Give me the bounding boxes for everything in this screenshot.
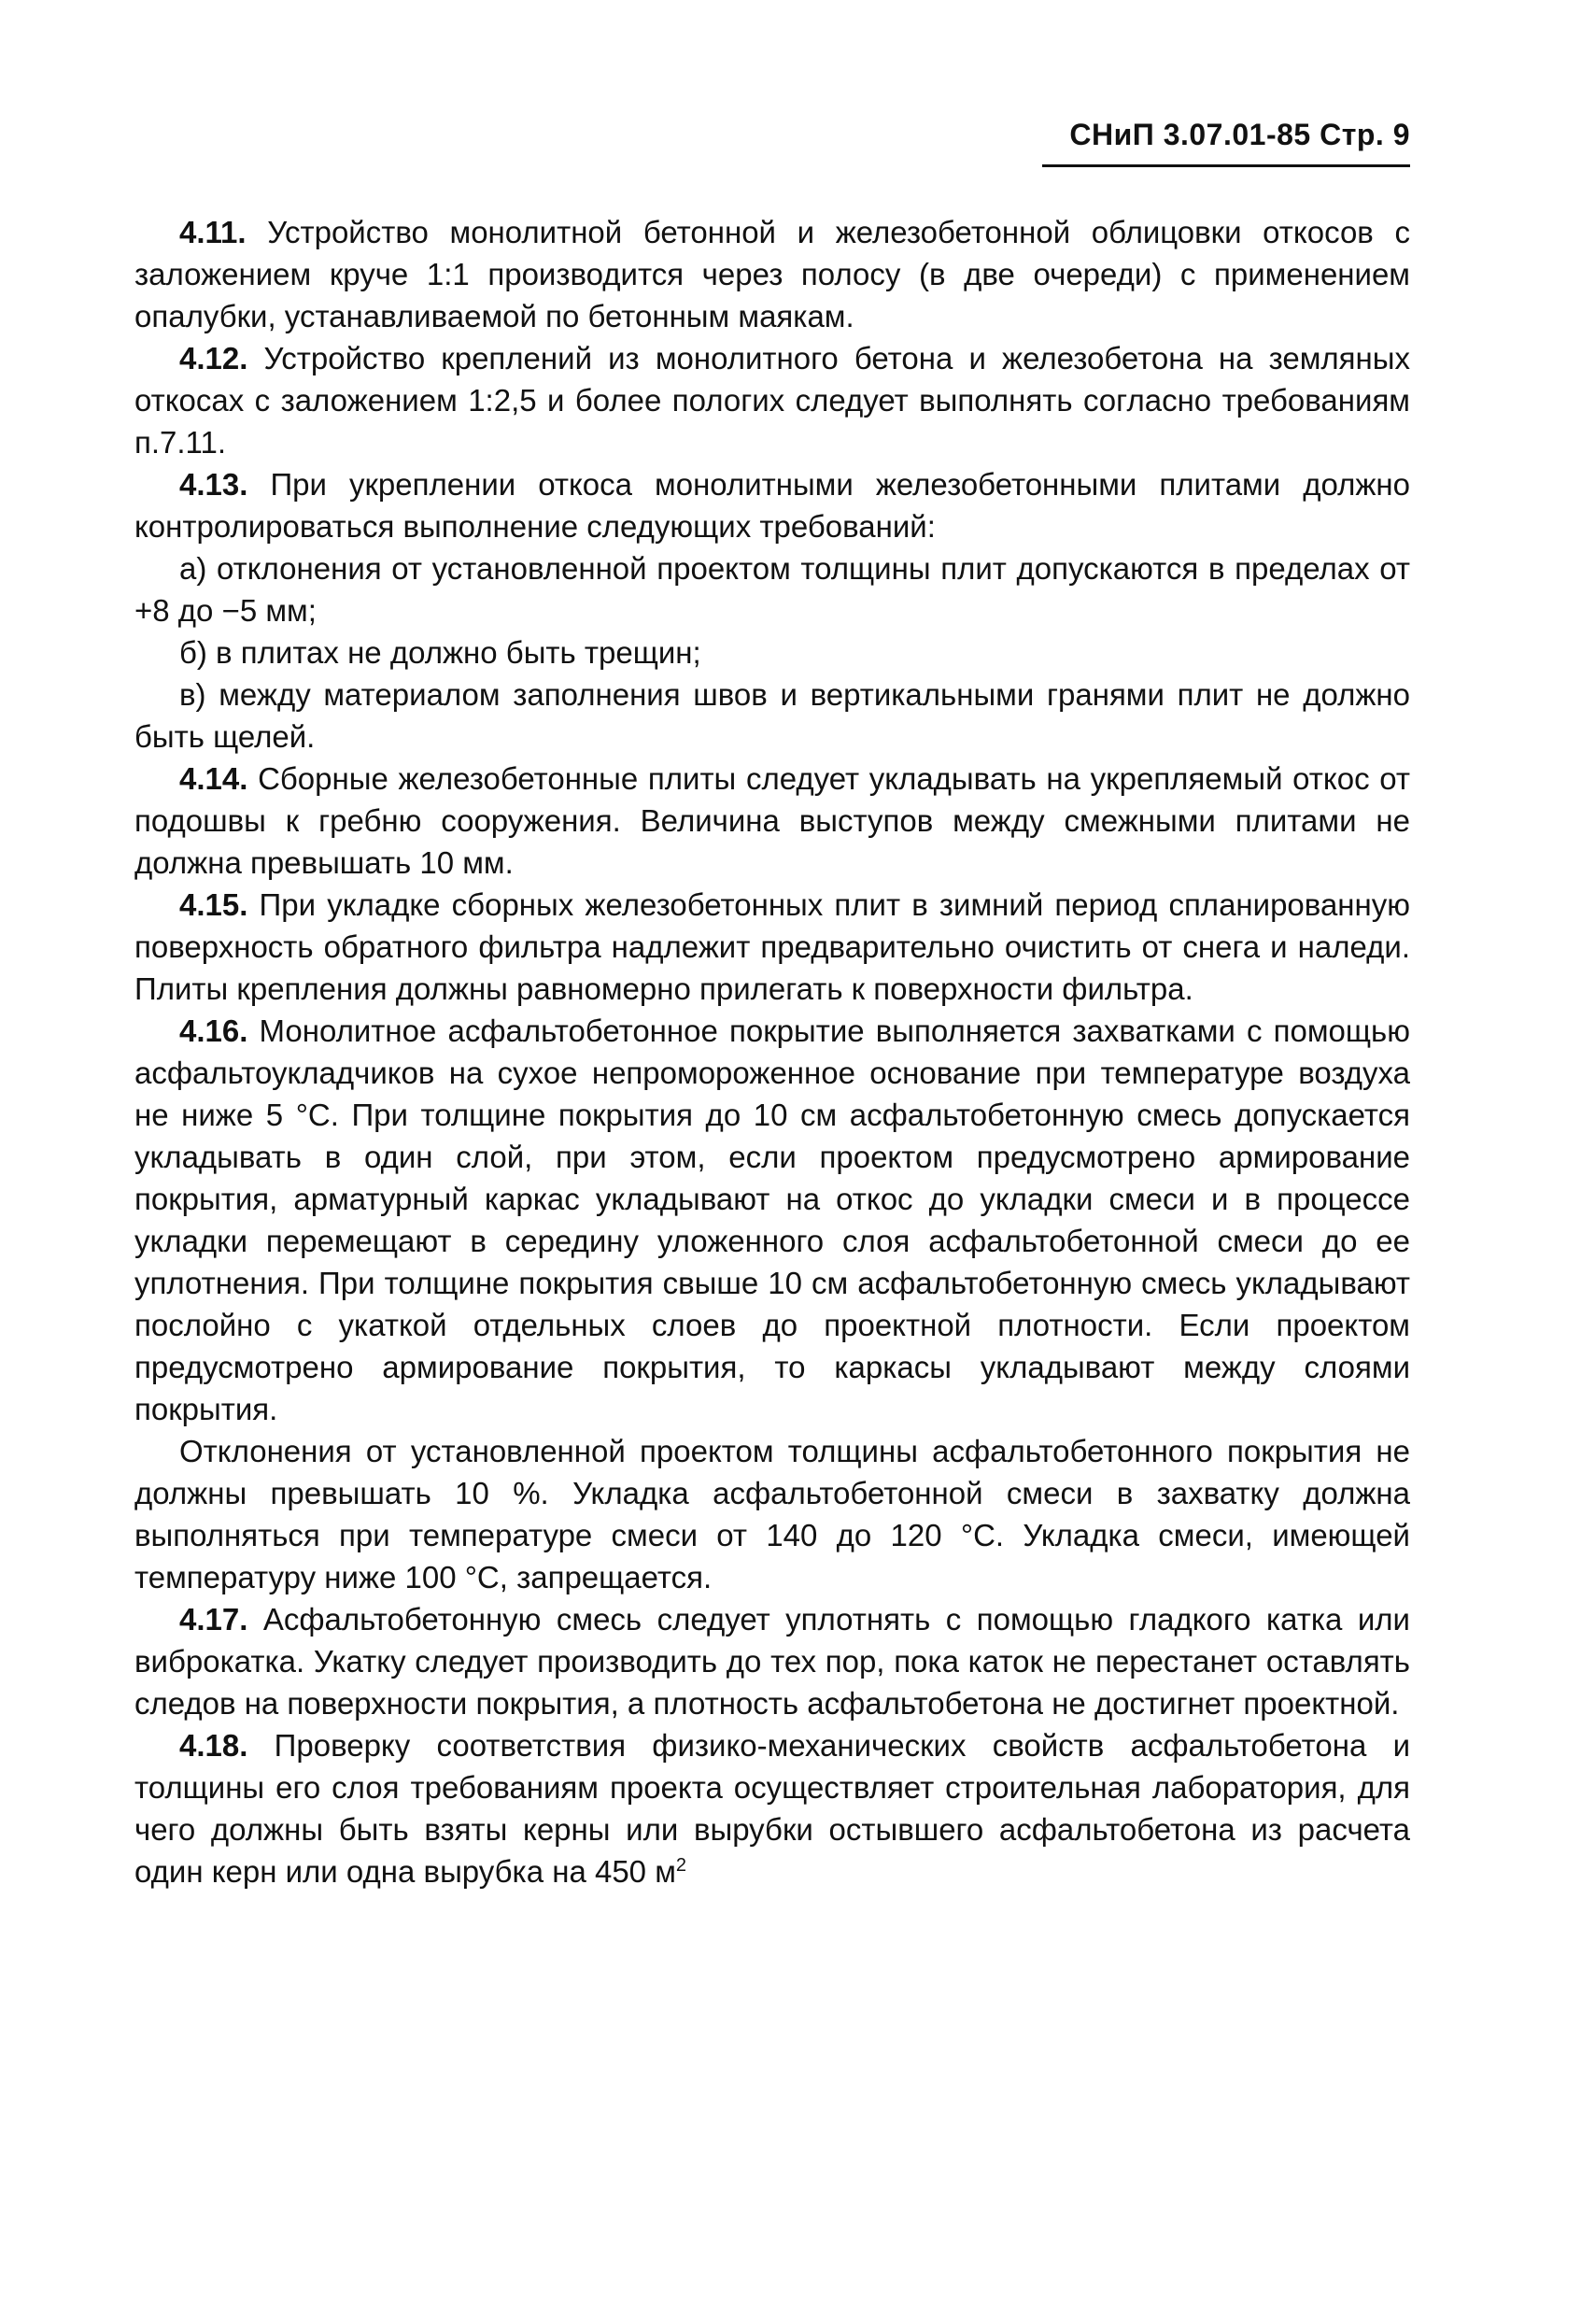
clause-number: 4.11. bbox=[179, 215, 247, 249]
list-item-a: а) отклонения от установленной проектом толщины плит допускаются в пределах от +8 до −5 мм; bbox=[134, 551, 1410, 628]
clause-number: 4.17. bbox=[179, 1602, 248, 1637]
paragraph-4-11 bbox=[134, 211, 1410, 337]
clause-text: При укреплении откоса монолитными железобетонными плитами должно контролироваться выполнение следующих требований: bbox=[134, 467, 1410, 544]
body-text bbox=[134, 211, 1410, 1892]
paragraph-4-15 bbox=[134, 884, 1410, 1010]
superscript: 2 bbox=[675, 1855, 687, 1876]
page-header: СНиП 3.07.01-85 Стр. 9 bbox=[1069, 118, 1410, 151]
clause-text: Асфальтобетонную смесь следует уплотнять с помощью гладкого катка или виброкатка. Укатку следует производить до тех пор, пока каток не перестанет оставлять следов на поверхности покрытия, а плотность асфальтобетона не достигнет проектной. bbox=[134, 1602, 1410, 1721]
paragraph-4-16 bbox=[134, 1010, 1410, 1430]
paragraph-4-17 bbox=[134, 1598, 1410, 1724]
clause-text: Устройство монолитной бетонной и железобетонной облицовки откосов с заложением круче 1:1 производится через полосу (в две очереди) с применением опалубки, устанавливаемой по бетонным маякам. bbox=[134, 215, 1410, 333]
clause-number: 4.14. bbox=[179, 761, 248, 796]
clause-number: 4.15. bbox=[179, 887, 248, 922]
clause-number: 4.18. bbox=[179, 1728, 248, 1763]
clause-number: 4.12. bbox=[179, 341, 248, 376]
paragraph-4-13 bbox=[134, 463, 1410, 547]
header-rule bbox=[1042, 164, 1410, 167]
paragraph-4-14 bbox=[134, 758, 1410, 884]
clause-text: При укладке сборных железобетонных плит в зимний период спланированную поверхность обратного фильтра надлежит предварительно очистить от снега и наледи. Плиты крепления должны равномерно прилегать к поверхности фильтра. bbox=[134, 887, 1410, 1006]
paragraph-deviations: Отклонения от установленной проектом толщины асфальтобетонного покрытия не должны превышать 10 %. Укладка асфальтобетонной смеси в захватку должна выполняться при температуре смеси от 140 до 120 °С. Укладка смеси, имеющей температуру ниже 100 °С, запрещается. bbox=[134, 1434, 1410, 1594]
clause-text: Сборные железобетонные плиты следует укладывать на укрепляемый откос от подошвы к гребню сооружения. Величина выступов между смежными плитами не должна превышать 10 мм. bbox=[134, 761, 1410, 880]
paragraph-4-18 bbox=[134, 1724, 1410, 1892]
list-item-b: б) в плитах не должно быть трещин; bbox=[179, 635, 701, 670]
clause-number: 4.16. bbox=[179, 1013, 248, 1048]
list-item-v: в) между материалом заполнения швов и вертикальными гранями плит не должно быть щелей. bbox=[134, 677, 1410, 754]
clause-text: Устройство креплений из монолитного бетона и железобетона на земляных откосах с заложением 1:2,5 и более пологих следует выполнять согласно требованиям п.7.11. bbox=[134, 341, 1410, 460]
paragraph-4-12 bbox=[134, 337, 1410, 463]
clause-text: Проверку соответствия физико-механических свойств асфальтобетона и толщины его слоя требованиям проекта осуществляет строительная лаборатория, для чего должны быть взяты керны или вырубки остывшего асфальтобетона из расчета один керн или одна вырубка на 450 м bbox=[134, 1728, 1410, 1889]
clause-text: Монолитное асфальтобетонное покрытие выполняется захватками с помощью асфальтоукладчиков на сухое непромороженное основание при температуре воздуха не ниже 5 °С. При толщине покрытия до 10 см асфальтобетонную смесь допускается укладывать в один слой, при этом, если проектом предусмотрено армирование покрытия, арматурный каркас укладывают на откос до укладки смеси и в процессе укладки перемещают в середину уложенного слоя асфальтобетонной смеси до ее уплотнения. При толщине покрытия свыше 10 см асфальтобетонную смесь укладывают послойно с укаткой отдельных слоев до проектной плотности. Если проектом предусмотрено армирование покрытия, то каркасы укладывают между слоями покрытия. bbox=[134, 1013, 1410, 1426]
clause-number: 4.13. bbox=[179, 467, 248, 502]
